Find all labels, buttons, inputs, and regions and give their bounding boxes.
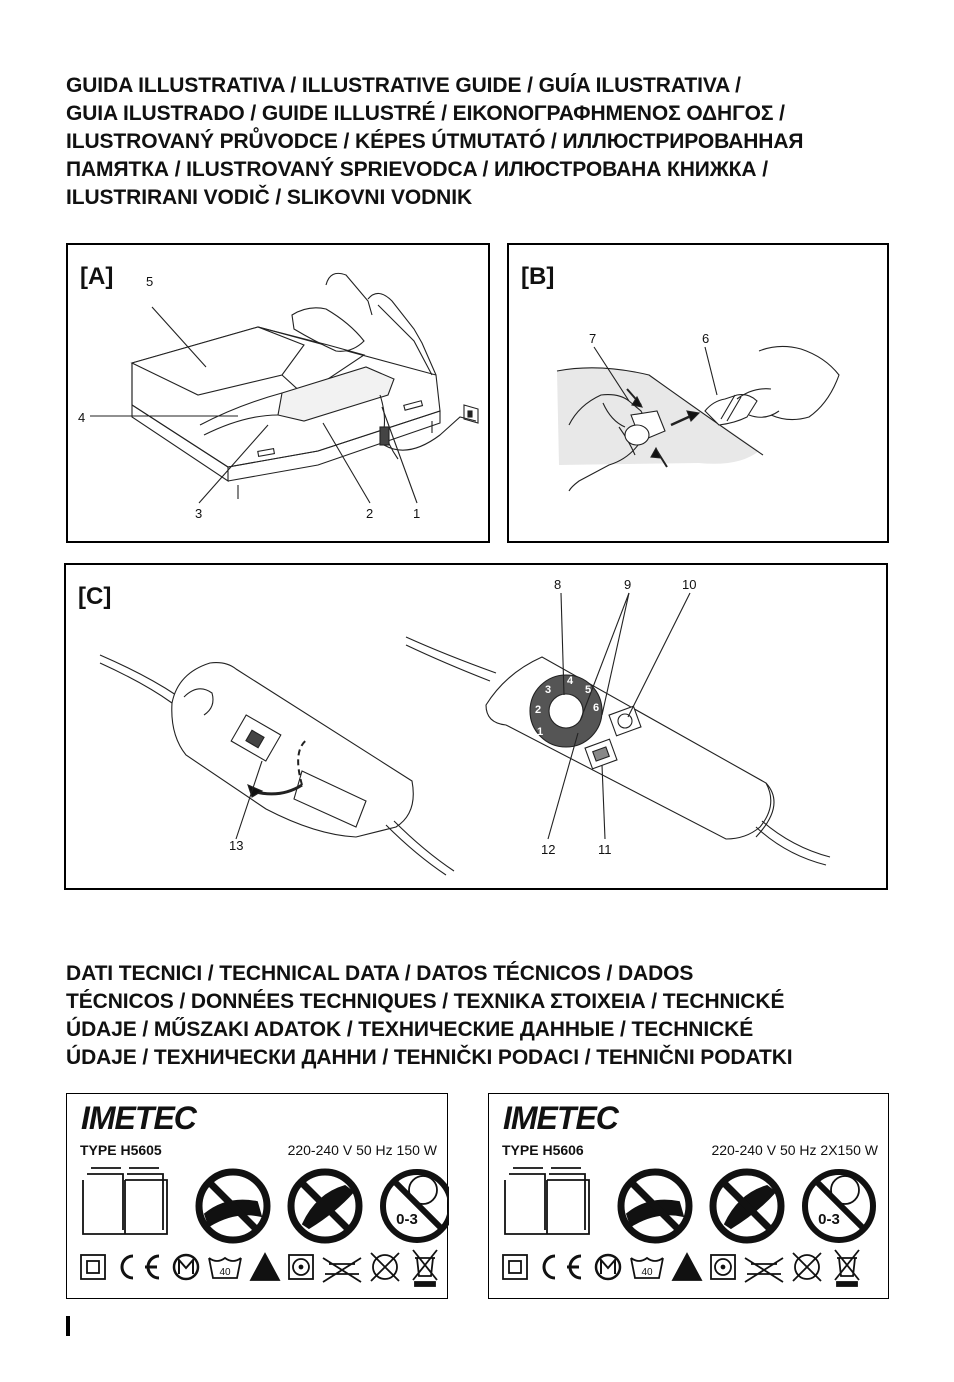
model-type: TYPE H5606 — [502, 1142, 584, 1158]
tech-title-line: TÉCNICOS / DONNÉES TECHNIQUES / TEXNIKA ΣΤΟΙΧΕΙΑ / TECHNICKÉ — [66, 990, 785, 1013]
guide-title-line: GUIDA ILLUSTRATIVA / ILLUSTRATIVE GUIDE / GUÍA ILUSTRATIVA / — [66, 74, 741, 97]
wash-40-icon — [631, 1258, 663, 1278]
callout-8: 8 — [554, 577, 562, 592]
no-ironing-icon — [323, 1258, 361, 1282]
tumble-dry-icon — [289, 1255, 313, 1279]
brand-logo: IMETEC — [81, 1100, 196, 1136]
not-for-infants-icon — [805, 1172, 873, 1240]
callout-1: 1 — [413, 506, 421, 521]
no-bleach-icon — [673, 1254, 701, 1280]
guide-title-line: ILUSTRIRANI VODIČ / SLIKOVNI VODNIK — [66, 186, 473, 209]
callout-6: 6 — [702, 331, 710, 346]
dial-mark: 6 — [592, 702, 600, 714]
guide-title-line: ILUSTROVANÝ PRŮVODCE / KÉPES ÚTMUTATÓ / ИЛЛЮСТРИРОВАННАЯ — [66, 130, 804, 153]
page-marker — [66, 1316, 70, 1336]
dial-mark: 3 — [544, 684, 552, 696]
symbol-strip — [67, 1094, 449, 1300]
panel-a — [66, 243, 490, 543]
weee-bin-icon — [835, 1250, 859, 1286]
dial-mark: 5 — [584, 684, 592, 696]
callout-3: 3 — [195, 506, 203, 521]
no-pins-icon — [713, 1172, 781, 1240]
callout-9: 9 — [624, 577, 632, 592]
controller-illustration — [66, 565, 890, 892]
weee-bin-icon — [413, 1250, 437, 1286]
panel-c-label: [C] — [78, 583, 112, 610]
age-label: 0-3 — [396, 1211, 418, 1228]
panel-b-label: [B] — [521, 263, 555, 290]
callout-5: 5 — [146, 274, 154, 289]
double-insulation-icon — [503, 1255, 527, 1279]
imq-mark-icon — [174, 1255, 198, 1279]
callout-7: 7 — [589, 331, 597, 346]
callout-11: 11 — [598, 842, 612, 857]
model-type: TYPE H5605 — [80, 1142, 162, 1158]
double-insulation-icon — [81, 1255, 105, 1279]
tech-title-line: ÚDAJE / MŰSZAKI ADATOK / ТЕХНИЧЕСКИЕ ДАННЫЕ / TECHNICKÉ — [66, 1018, 754, 1041]
panel-a-label: [A] — [80, 263, 114, 290]
no-pins-icon — [291, 1172, 359, 1240]
ce-mark-icon — [544, 1256, 581, 1278]
no-dry-clean-icon — [371, 1253, 399, 1281]
panel-c — [64, 563, 888, 890]
guide-title — [66, 72, 803, 212]
age-label: 0-3 — [818, 1211, 840, 1228]
no-folding-icon — [621, 1172, 689, 1240]
dial-mark: 4 — [566, 675, 574, 687]
no-dry-clean-icon — [793, 1253, 821, 1281]
not-for-infants-icon — [383, 1172, 449, 1240]
tumble-dry-icon — [711, 1255, 735, 1279]
wash-40-icon — [209, 1258, 241, 1278]
ce-mark-icon — [122, 1256, 159, 1278]
tech-title-line: ÚDAJE / ТЕХНИЧЕСКИ ДАННИ / TEHNIČKI PODACI / TEHNIČNI PODATKI — [66, 1046, 793, 1069]
read-manual-icon — [83, 1168, 167, 1234]
guide-title-line: ПАМЯТКА / ILUSTROVANÝ SPRIEVODCA / ИЛЮСТРОВАНА КНИЖКА / — [66, 158, 768, 181]
callout-12: 12 — [541, 842, 556, 857]
brand-logo: IMETEC — [503, 1100, 618, 1136]
rating-label-h5605 — [66, 1093, 448, 1299]
wash-temp: 40 — [641, 1267, 653, 1278]
wash-temp: 40 — [219, 1267, 231, 1278]
guide-title-line: GUIA ILUSTRADO / GUIDE ILLUSTRÉ / ΕΙΚΟΝΟΓΡΑΦΗΜΕΝΟΣ ΟΔΗΓΟΣ / — [66, 102, 785, 125]
callout-13: 13 — [229, 838, 244, 853]
dial-mark: 1 — [536, 726, 544, 738]
bed-illustration — [68, 245, 492, 545]
callout-10: 10 — [682, 577, 697, 592]
electrical-rating: 220-240 V 50 Hz 150 W — [287, 1142, 437, 1158]
imq-mark-icon — [596, 1255, 620, 1279]
callout-2: 2 — [366, 506, 374, 521]
panel-b — [507, 243, 889, 543]
electrical-rating: 220-240 V 50 Hz 2X150 W — [711, 1142, 878, 1158]
callout-4: 4 — [78, 410, 86, 425]
no-folding-icon — [199, 1172, 267, 1240]
symbol-strip — [489, 1094, 890, 1300]
no-ironing-icon — [745, 1258, 783, 1282]
rating-label-h5606 — [488, 1093, 889, 1299]
no-bleach-icon — [251, 1254, 279, 1280]
tech-data-title — [66, 960, 793, 1072]
dial-mark: 2 — [534, 704, 542, 716]
read-manual-icon — [505, 1168, 589, 1234]
tech-title-line: DATI TECNICI / TECHNICAL DATA / DATOS TÉCNICOS / DADOS — [66, 962, 694, 985]
connector-illustration — [509, 245, 891, 545]
